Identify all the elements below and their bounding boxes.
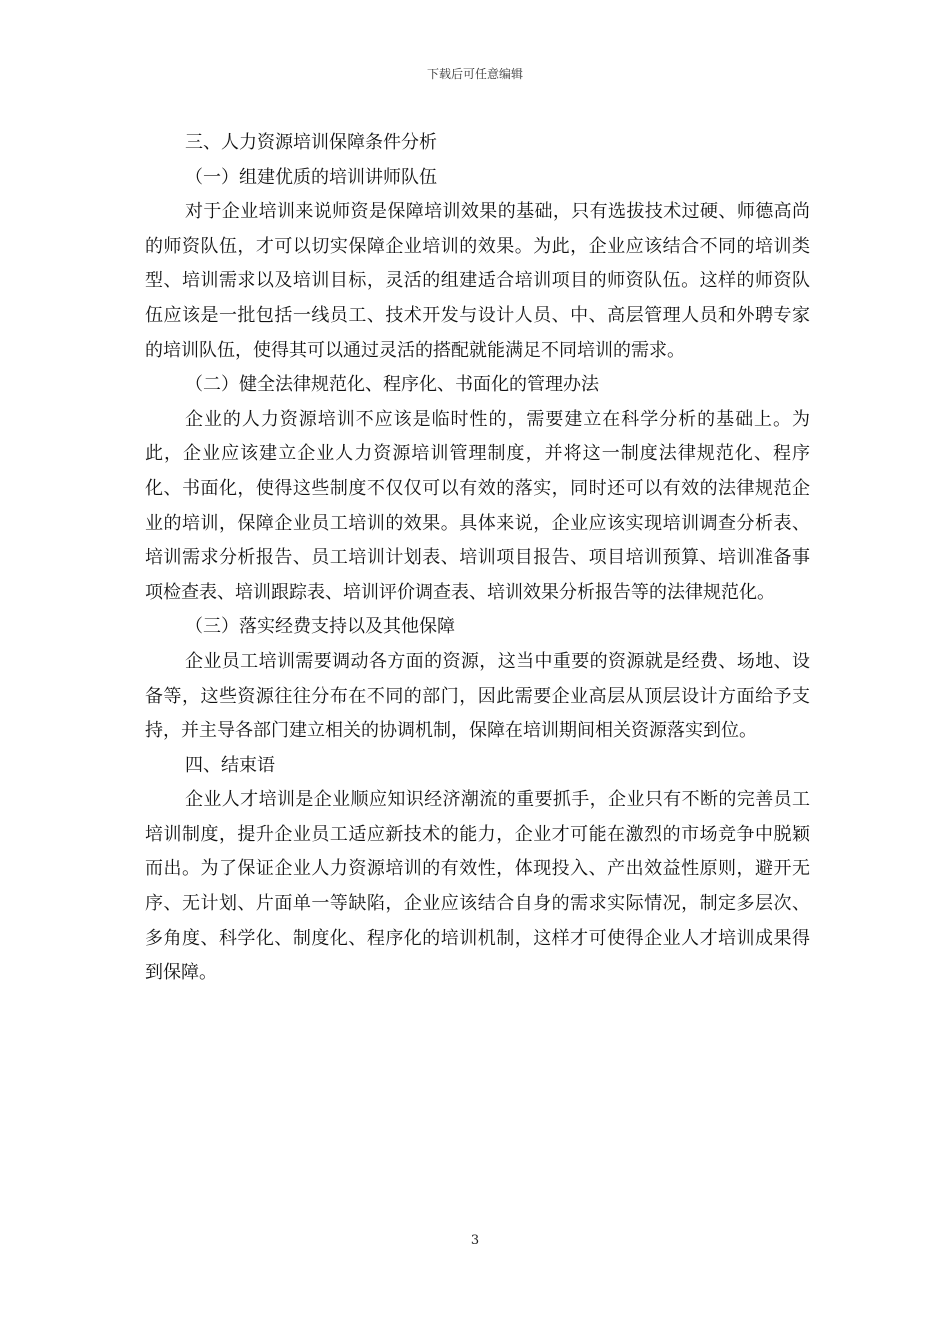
- subsection-heading-1: （一）组建优质的培训讲师队伍: [185, 166, 437, 188]
- paragraph-teachers: 对于企业培训来说师资是保障培训效果的基础，只有选拔技术过硬、师德高尚的师资队伍，才可以切实保障企业培训的效果。为此，企业应该结合不同的培训类型、培训需求以及培训目标，灵活的组建适合培训项目的师资队伍。这样的师资队伍应该是一批包括一线员工、技术开发与设计人员、中、高层管理人员和外聘专家的培训队伍，使得其可以通过灵活的搭配就能满足不同培训的需求。: [145, 201, 810, 361]
- body-text: [145, 126, 810, 991]
- section-heading-3: 三、人力资源培训保障条件分析: [185, 132, 437, 153]
- subsection-heading-3: （三）落实经费支持以及其他保障: [185, 616, 455, 638]
- paragraph-conclusion: 企业人才培训是企业顺应知识经济潮流的重要抓手，企业只有不断的完善员工培训制度，提升企业员工适应新技术的能力，企业才可能在激烈的市场竞争中脱颖而出。为了保证企业人力资源培训的有效性，体现投入、产出效益性原则，避开无序、无计划、片面单一等缺陷，企业应该结合自身的需求实际情况，制定多层次、多角度、科学化、制度化、程序化的培训机制，这样才可使得企业人才培训成果得到保障。: [145, 789, 810, 984]
- header-note: 下载后可任意编辑: [426, 67, 523, 81]
- paragraph-funding: 企业员工培训需要调动各方面的资源，这当中重要的资源就是经费、场地、设备等，这些资源往往分布在不同的部门，因此需要企业高层从顶层设计方面给予支持，并主导各部门建立相关的协调机制，保障在培训期间相关资源落实到位。: [145, 650, 810, 742]
- section-heading-4: 四、结束语: [185, 754, 275, 776]
- subsection-heading-2: （二）健全法律规范化、程序化、书面化的管理办法: [185, 374, 599, 396]
- paragraph-management: 企业的人力资源培训不应该是临时性的，需要建立在科学分析的基础上。为此，企业应该建立企业人力资源培训管理制度，并将这一制度法律规范化、程序化、书面化，使得这些制度不仅仅可以有效的落实，同时还可以有效的法律规范企业的培训，保障企业员工培训的效果。具体来说，企业应该实现培训调查分析表、培训需求分析报告、员工培训计划表、培训项目报告、项目培训预算、培训准备事项检查表、培训跟踪表、培训评价调查表、培训效果分析报告等的法律规范化。: [145, 408, 810, 603]
- page-number: 3: [470, 1233, 480, 1248]
